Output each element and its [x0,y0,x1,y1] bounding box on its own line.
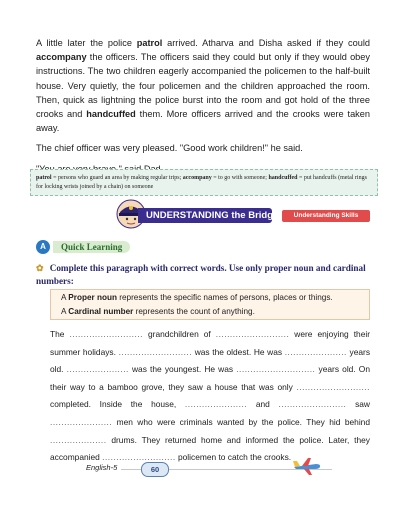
airplane-icon [292,456,322,476]
definition-box [50,289,370,320]
text-run: drums. They returned home and informed the police. Later, they accompanied [50,434,370,463]
bold-term: handcuffed [86,109,136,120]
exercise-paragraph [50,326,370,467]
text-run: = put handcuffs (metal rings for locking wrists joined by a chain) on someone [36,175,367,190]
glossary-box [30,169,378,196]
definition-line [61,305,359,319]
bold-term: patrol [136,38,163,48]
bold-term: accompany [182,175,212,181]
text-run: the officers. The officers said they could but only if they would obey instructions. The two children eagerly accompanied the policemen to the half-built house. Very quietly, the four policemen and the children approached the room. Then, quick as lightning the police burst into the room and got hold of the three crooks and [36,52,370,120]
text-run: was the oldest. He was [192,346,285,357]
text-run: arrived. Atharva and Disha asked if they could [162,38,370,48]
text-run: grandchildren of [142,329,216,339]
page-number: 60 [141,462,169,477]
text-run: was the youngest. He was [128,364,237,375]
instruction-text: Complete this paragraph with correct words. Use only proper noun and cardinal numbers: [36,263,366,286]
text-run: represents the specific names of persons, places or things. [116,293,333,302]
banner-title: UNDERSTANDING the Bridge [138,208,272,223]
bold-term: Proper noun [68,293,117,302]
text-run: policemen to catch the crooks. [175,452,292,463]
story-text [36,36,370,182]
skills-badge: Understanding Skills [282,210,370,222]
blank-gap: ...................... [50,416,113,427]
blank-gap: .......................... [102,452,176,463]
page-footer [86,462,332,476]
bold-term: accompany [36,52,87,63]
text-run: completed. Inside the house, [50,399,185,410]
bold-term: handcuffed [268,175,298,181]
text-run: years old. [50,346,371,375]
blank-gap: .......................... [215,329,290,339]
blank-gap: ...................... [184,399,248,410]
blank-gap: ...................... [284,346,347,357]
section-letter: A [36,240,50,254]
story-paragraph-2: The chief officer was very pleased. "Good work children!" he said. [36,143,303,154]
blank-gap: .......................... [69,329,143,339]
blank-gap: .................... [50,434,107,445]
story-paragraph-1 [36,36,370,135]
blank-gap: ...................... [66,364,129,375]
blank-gap: ............................ [236,364,316,375]
bold-term: Cardinal number [68,307,134,316]
definition-line [61,291,359,305]
star-bullet-icon: ✿ [36,263,44,273]
text-run: = persons who guard an area by making regular trips; [51,175,183,181]
text-run: = to go with someone; [211,175,269,181]
text-run: saw [346,399,370,410]
text-run: A [61,307,69,316]
blank-gap: .......................... [296,381,370,392]
text-run: A [61,293,69,302]
instruction [36,262,370,288]
text-run: A little later the police [36,38,137,48]
text-run: were enjoying their summer holidays. [50,329,371,357]
blank-gap: .......................... [118,346,193,357]
bold-term: patrol [36,175,52,181]
section-heading [36,239,130,255]
text-run: and [247,399,279,410]
book-title: English-5 [86,463,121,472]
text-run: The [50,329,70,339]
text-run: men who were criminals wanted by the police. They hid behind [112,416,370,427]
text-run: represents the count of anything. [133,307,255,316]
text-run: years old. On their way to a bamboo grove, they saw a house that was only [50,364,370,392]
blank-gap: ........................ [278,399,347,410]
text-run: them. More officers arrived and the crooks were taken away. [36,109,370,134]
section-title: Quick Learning [53,241,130,253]
